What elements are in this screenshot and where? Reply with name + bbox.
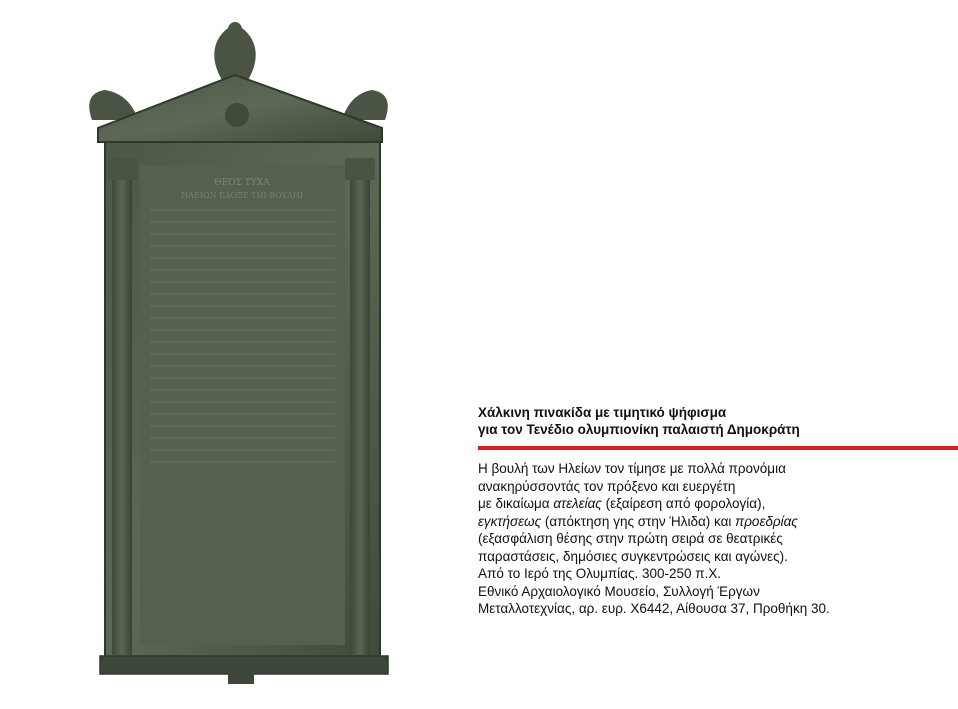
- left-pilaster: [112, 160, 132, 655]
- inscription-line-2: ΗΛΕΙΩΝ ΕΔΟΞΕ ΤΗΙ ΒΟΥΛΗΙ: [181, 191, 303, 200]
- inscription-line-1: ΘΕΟΣ ΤΥΧΑ: [214, 178, 270, 188]
- body-line-8: Εθνικό Αρχαιολογικό Μουσείο, Συλλογή Έργων: [478, 583, 760, 599]
- body-line-1: Η βουλή των Ηλείων τον τίμησε με πολλά προνόμια: [478, 461, 786, 476]
- stele-base: [100, 656, 388, 674]
- title-line-1: Χάλκινη πινακίδα με τιμητικό ψήφισμα: [478, 405, 727, 420]
- body-line-6: παραστάσεις, δημόσιες συγκεντρώσεις και αγώνες).: [478, 548, 788, 564]
- title-line-2: για τον Τενέδιο ολυμπιονίκη παλαιστή Δημοκράτη: [478, 422, 800, 437]
- body-line-2: ανακηρύσσοντάς τον πρόξενο και ευεργέτη: [478, 478, 736, 494]
- central-acroterion: [214, 22, 255, 80]
- inscription-field: [140, 165, 345, 645]
- bronze-stele-image: [80, 20, 400, 685]
- body-line-9: Μεταλλοτεχνίας, αρ. ευρ. Χ6442, Αίθουσα 37, Προθήκη 30.: [478, 601, 830, 616]
- body-line-5: (εξασφάλιση θέσης στην πρώτη σειρά σε θεατρικές: [478, 531, 783, 546]
- caption: [478, 404, 948, 618]
- body-line-3: με δικαίωμα ατελείας (εξαίρεση από φορολογία),: [478, 496, 766, 511]
- right-pilaster: [350, 160, 370, 655]
- red-divider: [478, 446, 958, 450]
- grape-ornament: [225, 103, 249, 127]
- caption-title: [478, 404, 948, 438]
- body-line-4: εγκτήσεως (απόκτηση γης στην Ήλιδα) και προεδρίας: [478, 513, 798, 529]
- caption-body: [478, 460, 948, 618]
- body-line-7: Από το Ιερό της Ολυμπίας. 300-250 π.Χ.: [478, 566, 722, 581]
